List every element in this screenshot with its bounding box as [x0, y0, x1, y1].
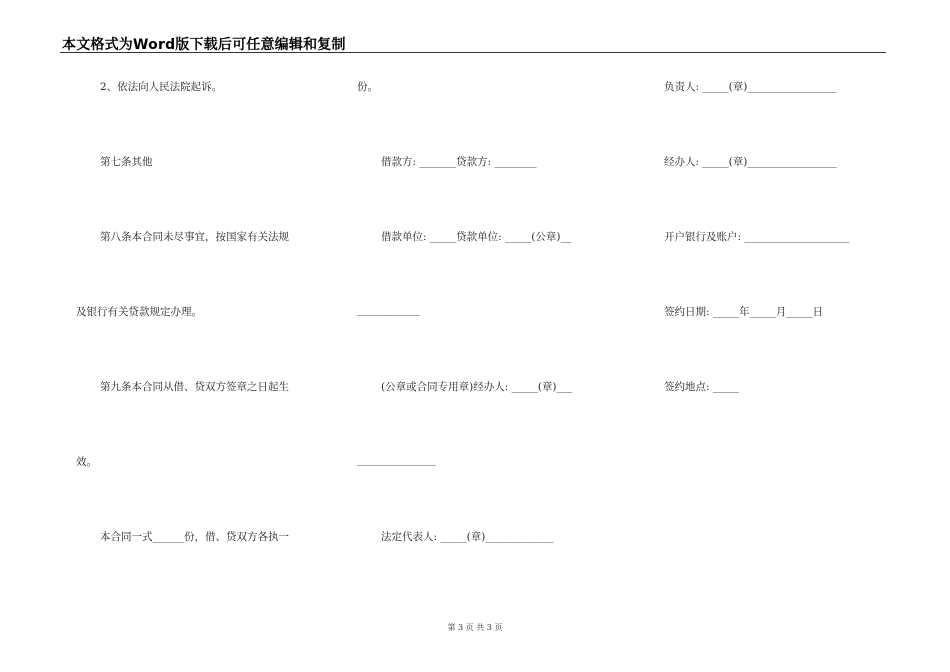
middle-line-4: ____________ [357, 304, 420, 316]
left-line-3: 第八条本合同未尽事宜，按国家有关法规 [100, 231, 289, 243]
right-line-3: 开户银行及账户: ____________________ [664, 231, 850, 243]
middle-line-1: 份。 [357, 81, 378, 93]
right-line-1: 负责人: _____(章)_________________ [664, 81, 837, 93]
left-line-4: 及银行有关贷款规定办理。 [76, 306, 202, 318]
right-line-2: 经办人: _____(章)_________________ [664, 156, 837, 168]
middle-line-3: 借款单位: _____贷款单位: _____(公章)__ [381, 231, 571, 243]
left-line-7: 本合同一式______份，借、贷双方各执一 [100, 531, 289, 543]
middle-line-6: _______________ [357, 454, 436, 466]
page-number-footer: 第 3 页 共 3 页 [447, 623, 503, 632]
document-header-title: 本文格式为Word版下载后可任意编辑和复制 [62, 37, 346, 53]
left-line-1: 2、依法向人民法院起诉。 [100, 81, 223, 93]
middle-line-5: (公章或合同专用章)经办人: _____(章)___ [381, 381, 573, 393]
right-line-5: 签约地点: _____ [664, 381, 740, 393]
left-line-6: 效。 [76, 456, 97, 468]
left-line-2: 第七条其他 [100, 156, 153, 168]
header-divider [60, 52, 886, 53]
middle-line-2: 借款方: _______贷款方: ________ [381, 156, 537, 168]
middle-line-7: 法定代表人: _____(章)_____________ [381, 531, 554, 543]
right-line-4: 签约日期: _____年_____月_____日 [664, 306, 824, 318]
left-line-5: 第九条本合同从借、贷双方签章之日起生 [100, 381, 289, 393]
